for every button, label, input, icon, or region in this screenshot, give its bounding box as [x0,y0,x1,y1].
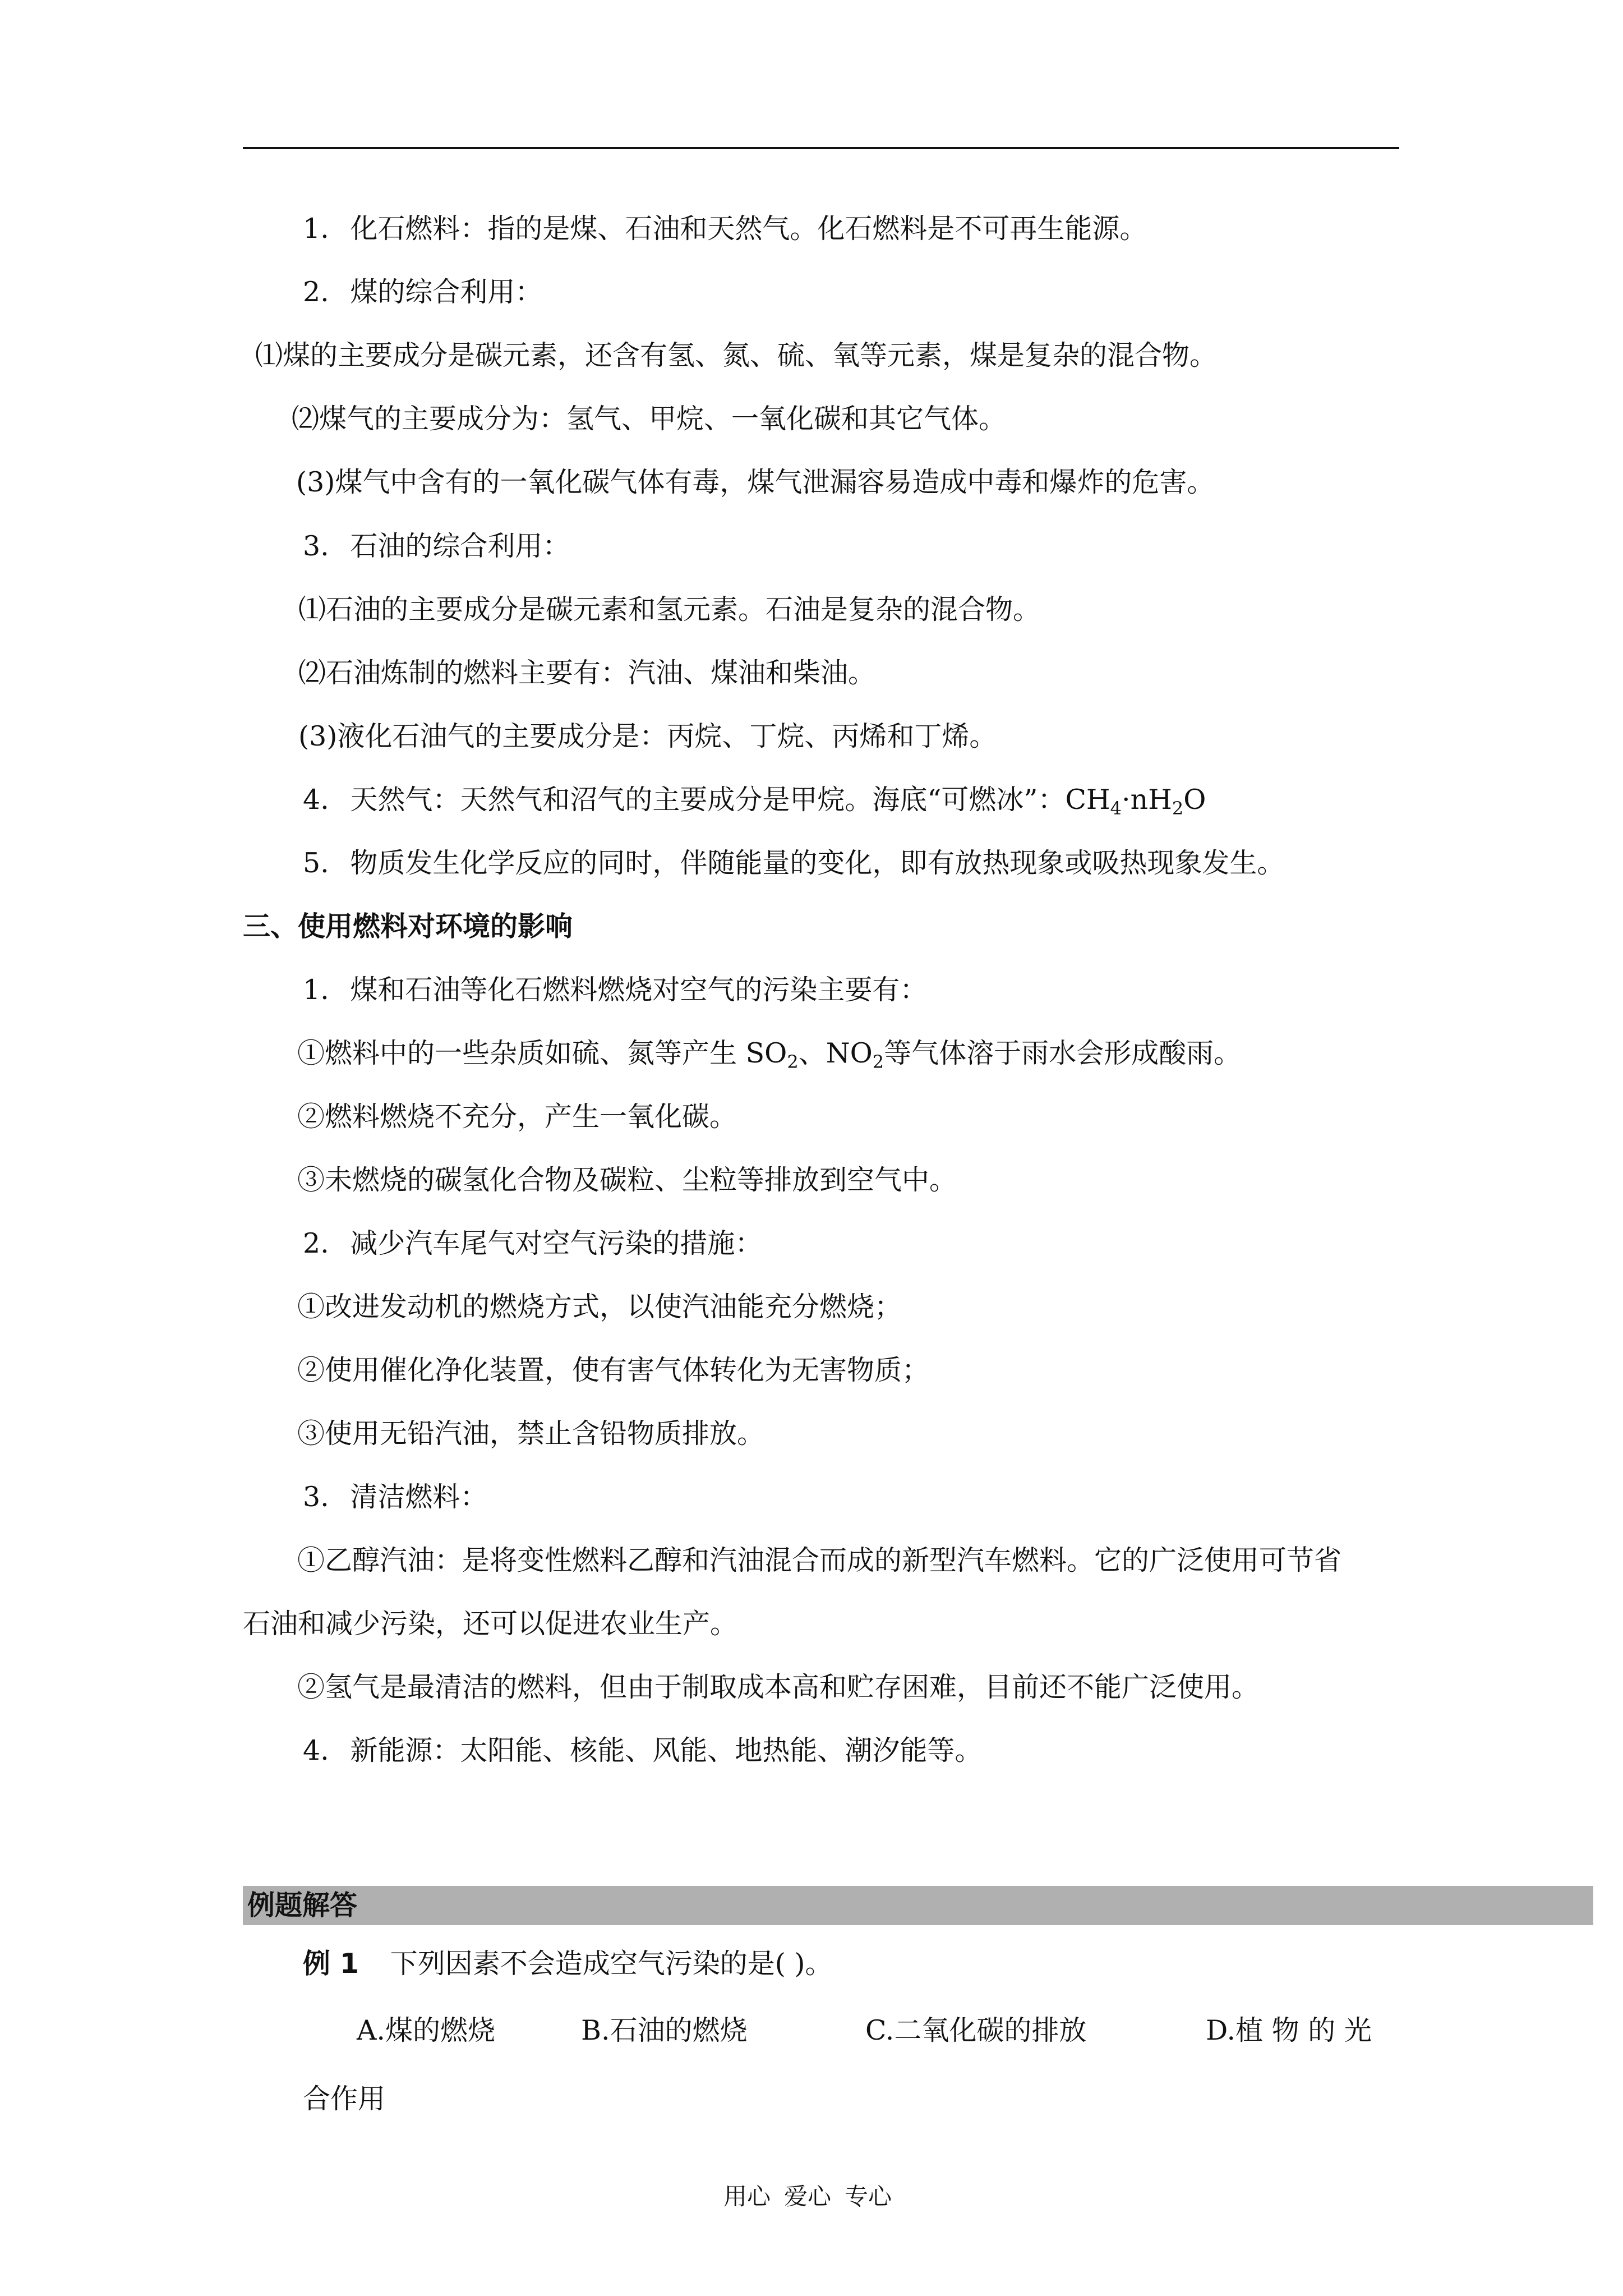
env-point-acid-rain [297,1037,1242,1073]
item-number: 4. [303,1734,329,1766]
footer-word: 专心 [845,2183,892,2210]
text-part: 天然气：天然气和沼气的主要成分是甲烷。海底“可燃冰”：CH [350,784,1110,816]
item-number: 5. [303,847,329,879]
clean-fuel-point-1 [297,1544,1341,1577]
item-text [297,1037,1242,1073]
env-item-4 [303,1734,982,1768]
option-d-continuation [303,2082,385,2116]
item-text: 化石燃料：指的是煤、石油和天然气。化石燃料是不可再生能源。 [350,213,1147,245]
item-number: 2. [303,276,329,308]
item-text: ②燃料燃烧不充分，产生一氧化碳。 [297,1101,737,1133]
item-text: 减少汽车尾气对空气污染的措施： [350,1227,763,1259]
item-text: (3)煤气中含有的一氧化碳气体有毒，煤气泄漏容易造成中毒和爆炸的危害。 [296,466,1215,498]
option-text: 合作用 [303,2083,386,2115]
text-part: ①燃料中的一些杂质如硫、氮等产生 SO [297,1037,787,1069]
item-text: 石油和减少污染，还可以促进农业生产。 [243,1608,738,1640]
item-1-fossil-fuel [303,212,1147,246]
item-text: 石油的综合利用： [350,530,570,562]
item-text [350,784,1206,819]
subscript: 2 [872,1051,884,1073]
example-1-question [303,1947,833,1981]
measure-point-1 [297,1290,902,1324]
section-heading-environment [243,910,573,944]
text-part: 、NO [798,1037,873,1069]
env-item-3 [303,1480,487,1514]
item-text: ③未燃烧的碳氢化合物及碳粒、尘粒等排放到空气中。 [297,1164,957,1196]
item-text: ⑵石油炼制的燃料主要有：汽油、煤油和柴油。 [298,657,876,689]
example-section-bar [243,1886,1593,1925]
item-text: ③使用无铅汽油，禁止含铅物质排放。 [297,1418,765,1450]
coal-point-1 [255,339,1217,372]
item-text: ⑵煤气的主要成分为：氢气、甲烷、一氧化碳和其它气体。 [292,403,1007,435]
item-text: ②使用催化净化装置，使有害气体转化为无害物质； [297,1354,930,1386]
measure-point-3 [297,1417,764,1451]
clean-fuel-point-1-cont [243,1607,737,1641]
item-number: 1. [303,213,329,245]
item-number: 3. [303,530,329,562]
example-section-title: 例题解答 [247,1889,358,1921]
option-text: C.二氧化碳的排放 [865,2014,1087,2046]
item-text: 清洁燃料： [350,1481,488,1513]
option-text: D.植 物 的 光 [1206,2014,1372,2046]
measure-point-2 [297,1354,929,1387]
item-2-coal [303,275,542,309]
header-rule [243,147,1399,149]
item-text: 煤和石油等化石燃料燃烧对空气的污染主要有： [350,974,928,1006]
item-text: 煤的综合利用： [350,276,543,308]
heading-text: 三、使用燃料对环境的影响 [243,910,573,942]
question-label: 例 1 [303,1948,359,1980]
item-text: 物质发生化学反应的同时，伴随能量的变化，即有放热现象或吸热现象发生。 [350,847,1285,879]
item-text: 新能源：太阳能、核能、风能、地热能、潮汐能等。 [350,1734,983,1766]
item-text: ⑴石油的主要成分是碳元素和氢元素。石油是复杂的混合物。 [298,593,1041,625]
subscript: 2 [787,1051,799,1073]
option-text: B.石油的燃烧 [581,2014,748,2046]
item-text: ①乙醇汽油：是将变性燃料乙醇和汽油混合而成的新型汽车燃料。它的广泛使用可节省 [297,1544,1342,1576]
option-a [357,2014,495,2047]
item-text: ⑴煤的主要成分是碳元素，还含有氢、氮、硫、氧等元素，煤是复杂的混合物。 [255,339,1218,371]
subscript: 4 [1110,798,1122,819]
item-text: ①改进发动机的燃烧方式，以使汽油能充分燃烧； [297,1291,902,1323]
item-3-petroleum [303,530,570,563]
option-b [581,2014,748,2047]
footer-word: 用心 [723,2183,771,2210]
coal-point-3 [296,466,1214,499]
text-part: 等气体溶于雨水会形成酸雨。 [884,1037,1242,1069]
clean-fuel-point-2 [297,1671,1259,1704]
env-point-co [297,1100,737,1134]
question-text: 下列因素不会造成空气污染的是( )。 [390,1948,833,1980]
footer-word: 爱心 [784,2183,832,2210]
petroleum-point-3 [298,720,997,753]
option-c [865,2014,1086,2047]
petroleum-point-2 [298,656,875,690]
text-part: O [1183,784,1206,816]
item-5-energy-change [303,846,1284,880]
item-number: 3. [303,1481,329,1513]
item-number: 4. [303,784,329,816]
env-item-1 [303,973,927,1007]
item-number: 1. [303,974,329,1006]
env-point-particles [297,1163,957,1197]
text-part: ·nH [1122,784,1172,816]
item-number: 2. [303,1227,329,1259]
petroleum-point-1 [298,593,1040,627]
page-footer [723,2182,892,2211]
option-d [1206,2014,1372,2047]
item-text: (3)液化石油气的主要成分是：丙烷、丁烷、丙烯和丁烯。 [298,720,997,752]
item-text: ②氢气是最清洁的燃料，但由于制取成本高和贮存困难，目前还不能广泛使用。 [297,1671,1260,1703]
item-4-natural-gas [303,783,1206,817]
env-item-2 [303,1227,762,1260]
subscript: 2 [1172,798,1184,819]
option-text: A.煤的燃烧 [357,2014,495,2046]
coal-point-2 [292,402,1006,436]
